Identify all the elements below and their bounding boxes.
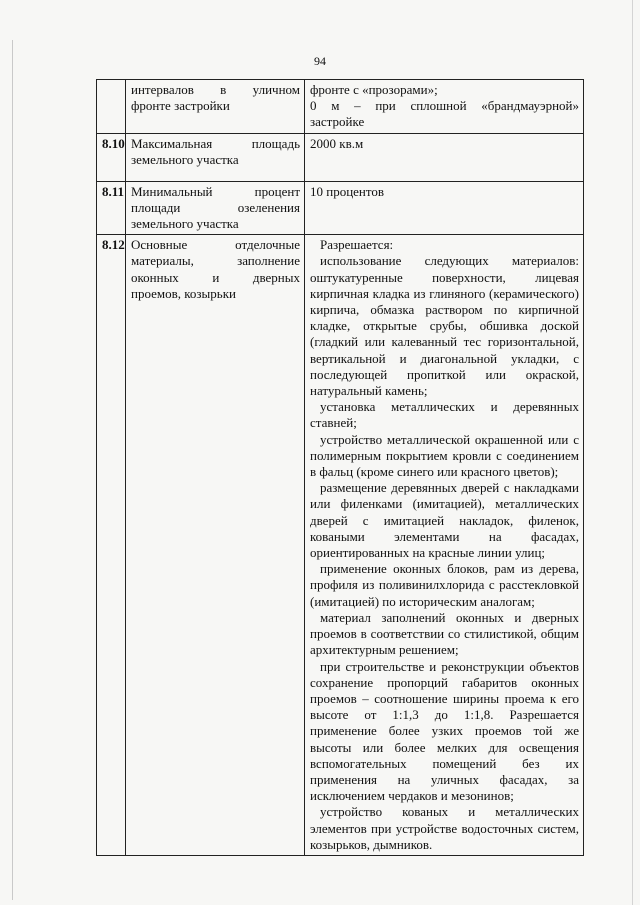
- row-number: 8.10: [97, 133, 126, 181]
- row-number: [97, 80, 126, 134]
- name-line: фронте застройки: [131, 98, 230, 114]
- parameter-name: [126, 133, 305, 181]
- value-intro: Разрешается:: [320, 237, 394, 253]
- parameter-value: [305, 80, 584, 134]
- value-paragraph: установка металлических и деревянных ставней;: [310, 399, 579, 431]
- table-row: [97, 133, 584, 181]
- name-line: Основные отделочные: [131, 237, 300, 253]
- scan-edge-right: [632, 0, 633, 905]
- parameter-value: 2000 кв.м: [305, 133, 584, 181]
- parameter-name: [126, 235, 305, 856]
- name-line: Минимальный процент: [131, 183, 300, 199]
- name-line: земельного участка: [131, 216, 239, 232]
- scan-edge-left: [12, 40, 13, 900]
- name-line: интервалов в уличном: [131, 82, 300, 97]
- parameter-name: [126, 181, 305, 235]
- parameter-value: [305, 235, 584, 856]
- value-paragraph: материал заполнений оконных и дверных проемов в соответствии со стилистикой, общим архитектурным решением;: [310, 609, 579, 658]
- parameter-value: 10 процентов: [305, 181, 584, 235]
- name-line: Максимальная площадь: [131, 135, 300, 151]
- name-line: земельного участка: [131, 151, 239, 167]
- value-paragraph: при строительстве и реконструкции объектов сохранение пропорций габаритов оконных проемов – соотношение ширины проема к его высоте от 1:1,3 до 1:1,8. Разрешается применение более узких проемов той же высоты или более мелких для освещения вспомогательных помещений без их применения на уличных фасадах, за исключением чердаков и мезонинов;: [310, 658, 579, 804]
- value-paragraph: использование следующих материалов: оштукатуренные поверхности, лицевая кирпичная кладка из глиняного (керамического) кирпича, обмазка раствором по кирпичной кладке, открытые срубы, обшивка доской (гладкий или калеванный тес горизонтальной, вертикальной и диагональной укладки, с последующей пропиткой или окраской, натуральный камень;: [310, 253, 579, 399]
- page-number: 94: [314, 54, 326, 68]
- value-paragraph: применение оконных блоков, рам из дерева, профиля из поливинилхлорида с расстекловкой (имитацией) по историческим аналогам;: [310, 561, 579, 609]
- name-line: площади озеленения: [131, 199, 300, 215]
- name-line: проемов, козырьки: [131, 285, 236, 301]
- value-line: 0 м – при сплошной «брандмауэрной»: [310, 98, 579, 114]
- table-row: [97, 80, 584, 134]
- value-paragraph: устройство металлической окрашенной или с полимерным покрытием кровли с соединением в фальц (кроме синего или красного цветов);: [310, 431, 579, 480]
- table-row: [97, 181, 584, 235]
- regulations-table: [96, 79, 584, 856]
- value-line: фронте с «прозорами»;: [310, 82, 438, 97]
- name-line: оконных и дверных: [131, 269, 300, 285]
- row-number: 8.12: [97, 235, 126, 856]
- name-line: материалы, заполнение: [131, 253, 300, 269]
- value-paragraph: устройство кованых и металлических элементов при устройстве водосточных систем, козырьков, дымников.: [310, 804, 579, 852]
- table-row: [97, 235, 584, 856]
- parameter-name: [126, 80, 305, 134]
- value-paragraph: размещение деревянных дверей с накладками или филенками (имитацией), металлических дверей с имитацией накладок, филенок, коваными элементами на фасадах, ориентированных на красные линии улиц;: [310, 480, 579, 561]
- value-line: застройке: [310, 114, 365, 130]
- row-number: 8.11: [97, 181, 126, 235]
